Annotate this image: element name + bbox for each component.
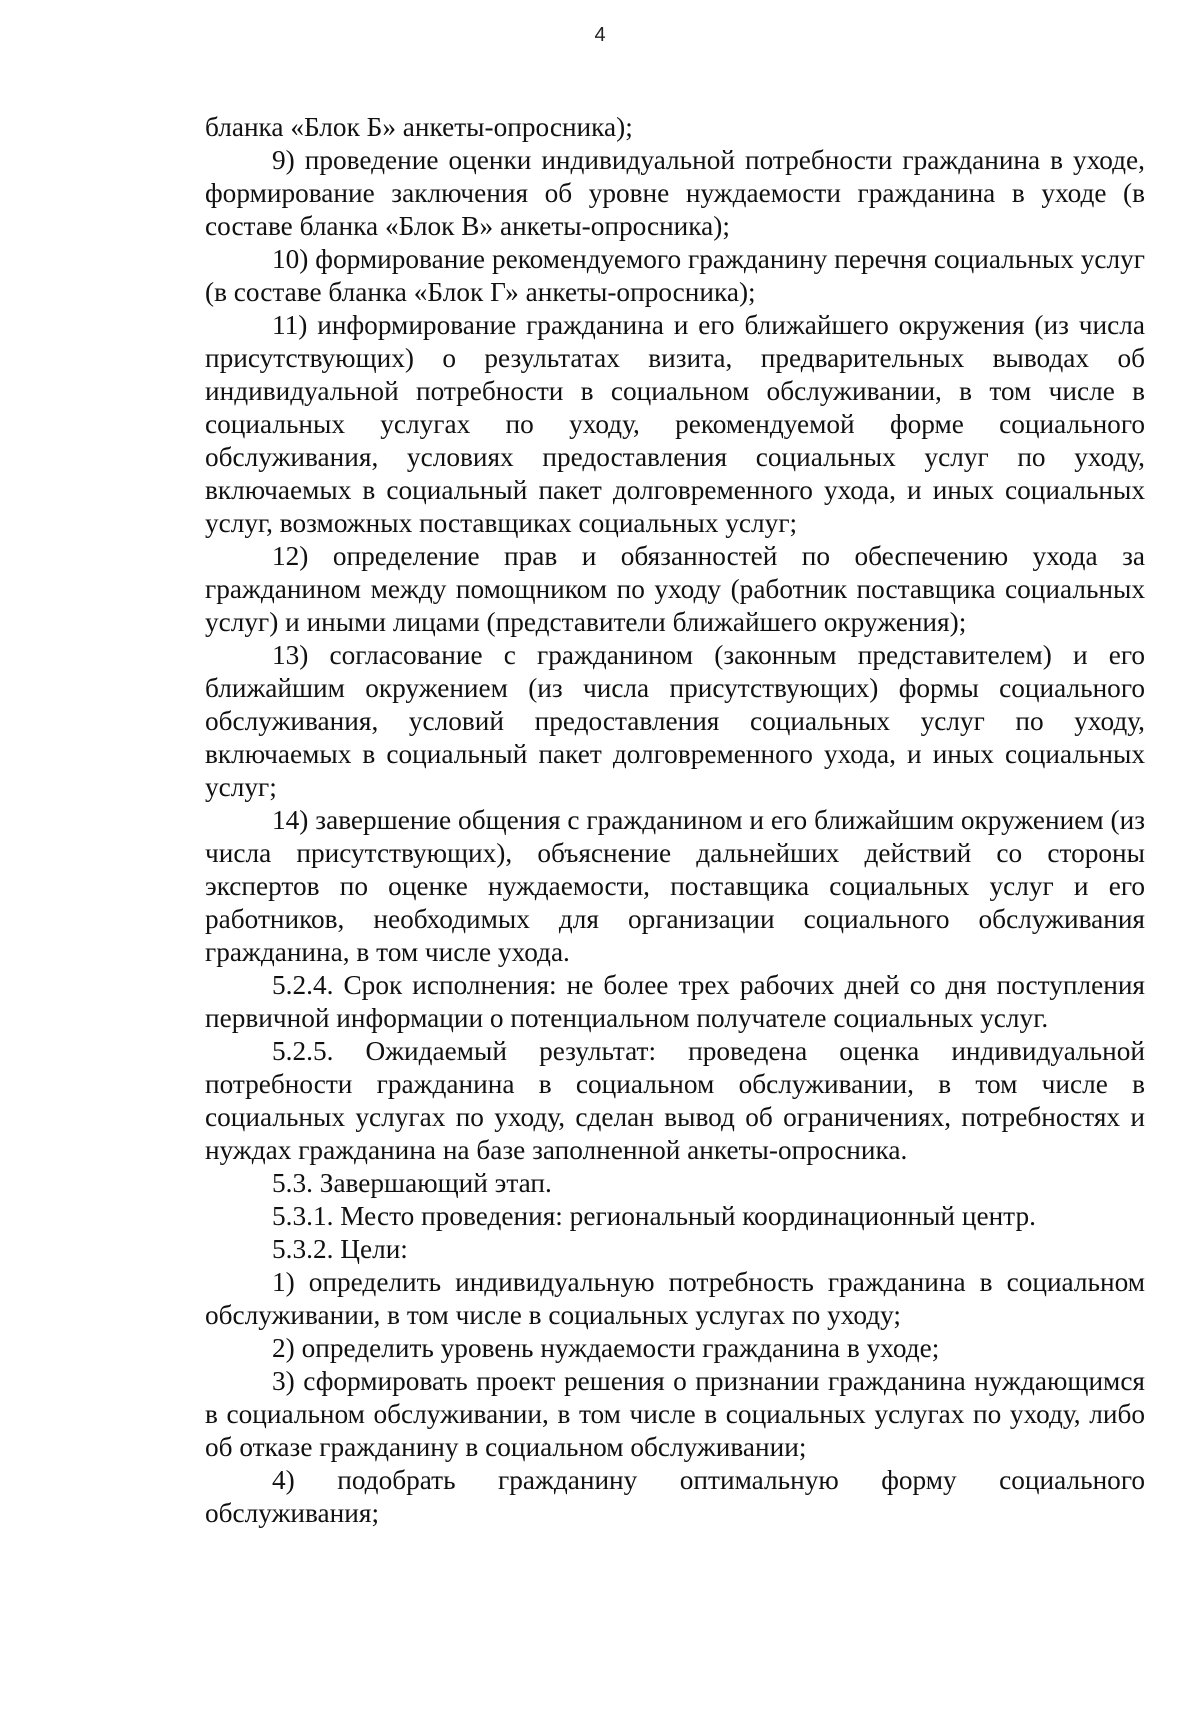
paragraph: 11) информирование гражданина и его ближайшего окружения (из числа присутствующих) о результатах визита, предварительных выводах об индивидуальной потребности в социальном обслуживании, в том числе в социальных услугах по уходу, рекомендуемой форме социального обслуживания, условиях предоставления социальных услуг по уходу, включаемых в социальный пакет долговременного ухода, и иных социальных услуг, возможных поставщиках социальных услуг; (205, 310, 1145, 538)
paragraph: 5.3. Завершающий этап. (272, 1168, 552, 1198)
paragraph: 4) подобрать гражданину оптимальную форму социального обслуживания; (205, 1465, 1145, 1528)
paragraph: 1) определить индивидуальную потребность гражданина в социальном обслуживании, в том числе в социальных услугах по уходу; (205, 1267, 1145, 1330)
paragraph: 3) сформировать проект решения о признании гражданина нуждающимся в социальном обслуживании, в том числе в социальных услугах по уходу, либо об отказе гражданину в социальном обслуживании; (205, 1366, 1145, 1462)
paragraph: 5.3.2. Цели: (272, 1234, 408, 1264)
document-body (205, 111, 1145, 1530)
paragraph: 2) определить уровень нуждаемости гражданина в уходе; (272, 1333, 940, 1363)
paragraph: 12) определение прав и обязанностей по обеспечению ухода за гражданином между помощником по уходу (работник поставщика социальных услуг) и иными лицами (представители ближайшего окружения); (205, 541, 1145, 637)
paragraph: бланка «Блок Б» анкеты-опросника); (205, 112, 633, 142)
paragraph: 9) проведение оценки индивидуальной потребности гражданина в уходе, формирование заключения об уровне нуждаемости гражданина в уходе (в составе бланка «Блок В» анкеты-опросника); (205, 145, 1145, 241)
page-number: 4 (594, 24, 606, 46)
paragraph: 5.3.1. Место проведения: региональный координационный центр. (272, 1201, 1036, 1231)
paragraph: 14) завершение общения с гражданином и его ближайшим окружением (из числа присутствующих), объяснение дальнейших действий со стороны экспертов по оценке нуждаемости, поставщика социальных услуг и его работников, необходимых для организации социального обслуживания гражданина, в том числе ухода. (205, 805, 1145, 967)
paragraph: 5.2.4. Срок исполнения: не более трех рабочих дней со дня поступления первичной информации о потенциальном получателе социальных услуг. (205, 970, 1145, 1033)
paragraph: 10) формирование рекомендуемого гражданину перечня социальных услуг (в составе бланка «Блок Г» анкеты-опросника); (205, 244, 1145, 307)
paragraph: 5.2.5. Ожидаемый результат: проведена оценка индивидуальной потребности гражданина в социальном обслуживании, в том числе в социальных услугах по уходу, сделан вывод об ограничениях, потребностях и нуждах гражданина на базе заполненной анкеты-опросника. (205, 1036, 1145, 1165)
paragraph: 13) согласование с гражданином (законным представителем) и его ближайшим окружением (из числа присутствующих) формы социального обслуживания, условий предоставления социальных услуг по уходу, включаемых в социальный пакет долговременного ухода, и иных социальных услуг; (205, 640, 1145, 802)
